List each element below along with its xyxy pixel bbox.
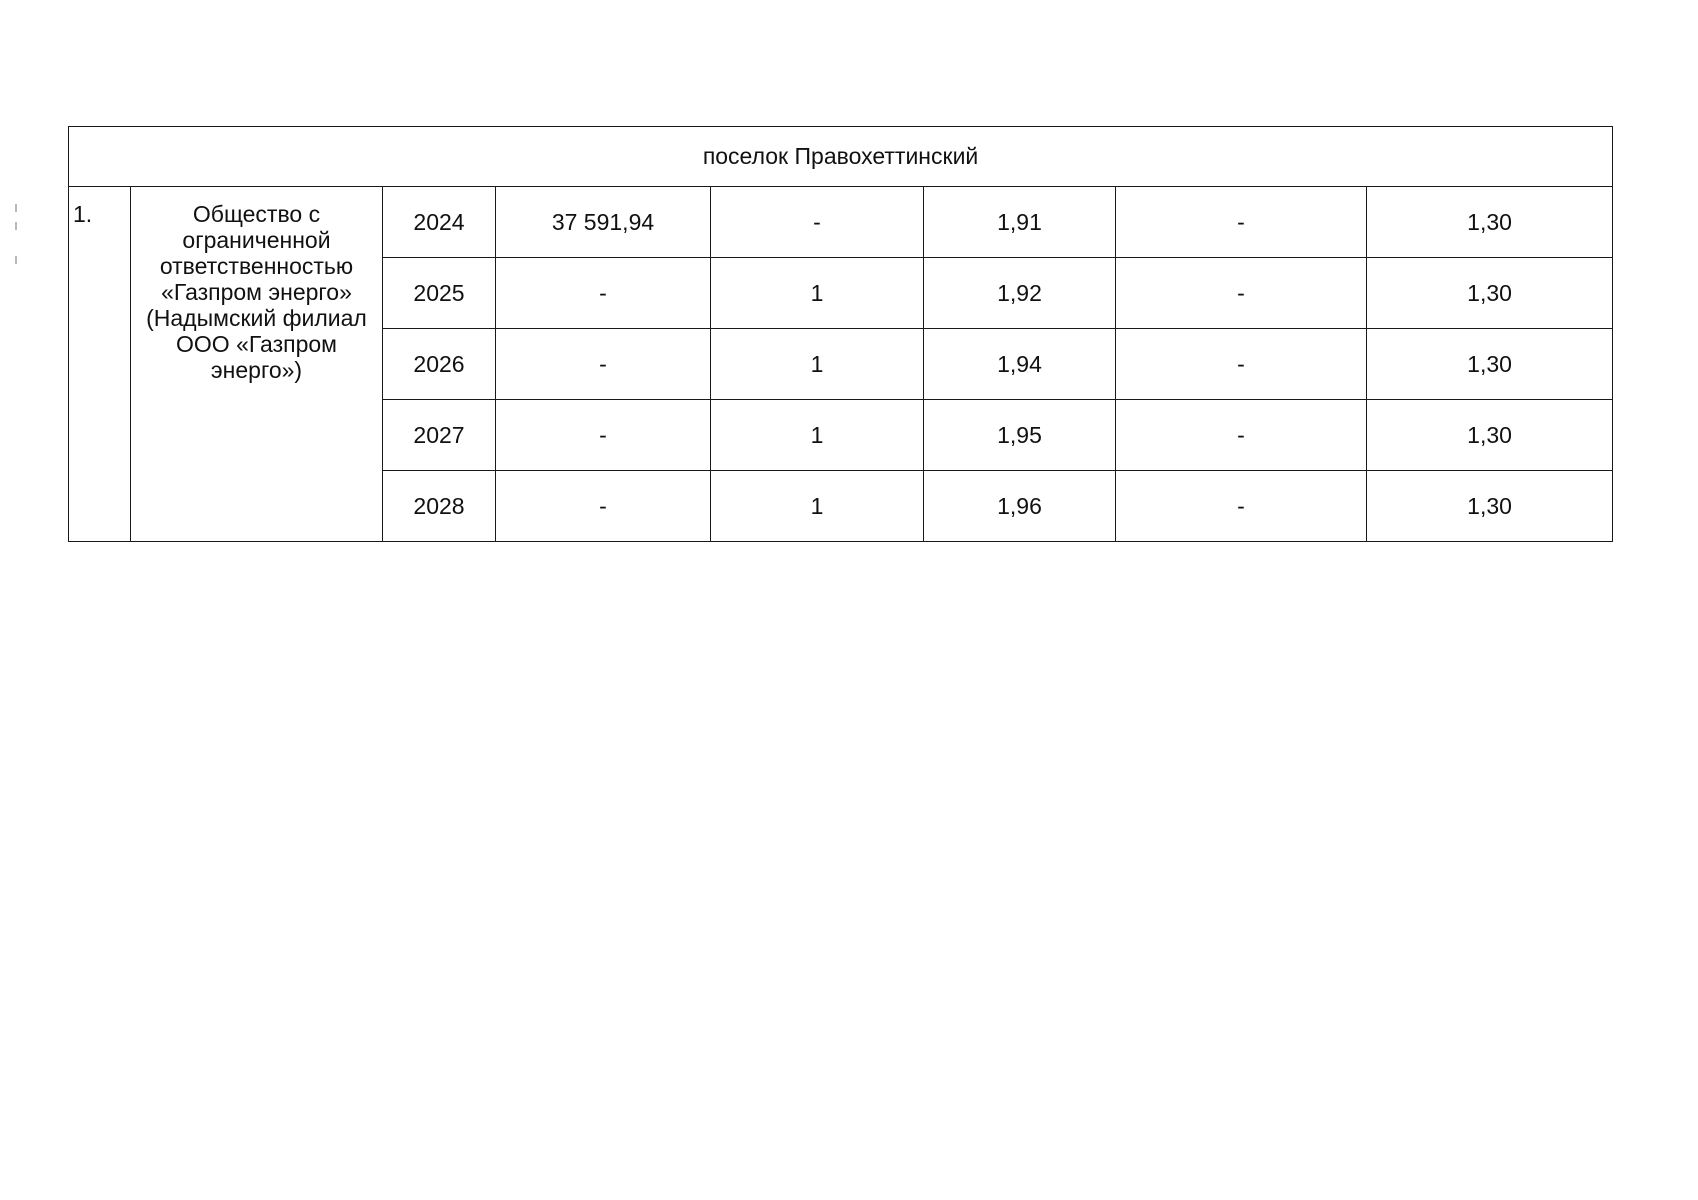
scan-edge-mark — [15, 204, 17, 212]
value-cell: 1,92 — [924, 258, 1116, 329]
value-cell: 1,30 — [1367, 329, 1613, 400]
value-cell: - — [1116, 187, 1367, 258]
value-cell: 1 — [711, 258, 924, 329]
value-cell: - — [1116, 400, 1367, 471]
value-cell: 1,96 — [924, 471, 1116, 542]
value-cell: - — [496, 400, 711, 471]
organization-name-line: Общество с — [192, 201, 321, 227]
table-row — [69, 187, 1613, 258]
organization-name-line: «Газпром энерго» — [161, 279, 352, 305]
value-cell: 1 — [711, 471, 924, 542]
organization-name-line: ООО «Газпром — [176, 331, 337, 357]
value-cell: 1 — [711, 400, 924, 471]
year-cell: 2028 — [383, 471, 496, 542]
value-cell: - — [496, 258, 711, 329]
value-cell: 1,95 — [924, 400, 1116, 471]
organization-name-line: энерго») — [210, 357, 303, 383]
year-cell: 2027 — [383, 400, 496, 471]
scan-edge-mark — [15, 222, 17, 230]
value-cell: - — [496, 471, 711, 542]
year-cell: 2024 — [383, 187, 496, 258]
value-cell: 1,94 — [924, 329, 1116, 400]
tariff-table — [68, 126, 1613, 542]
value-cell: 1,30 — [1367, 471, 1613, 542]
value-cell: 37 591,94 — [496, 187, 711, 258]
value-cell: - — [1116, 471, 1367, 542]
organization-name — [131, 187, 383, 542]
value-cell: 1,30 — [1367, 258, 1613, 329]
value-cell: - — [711, 187, 924, 258]
year-cell: 2026 — [383, 329, 496, 400]
value-cell: - — [496, 329, 711, 400]
section-title: поселок Правохеттинский — [69, 127, 1613, 187]
value-cell: 1 — [711, 329, 924, 400]
year-cell: 2025 — [383, 258, 496, 329]
value-cell: 1,30 — [1367, 187, 1613, 258]
organization-name-line: (Надымский филиал — [146, 305, 367, 331]
section-header-row — [69, 127, 1613, 187]
value-cell: 1,30 — [1367, 400, 1613, 471]
organization-name-line: ограниченной — [182, 227, 331, 253]
value-cell: - — [1116, 329, 1367, 400]
organization-name-line: ответственностью — [159, 253, 354, 279]
entry-number: 1. — [69, 187, 131, 542]
value-cell: 1,91 — [924, 187, 1116, 258]
value-cell: - — [1116, 258, 1367, 329]
scan-edge-mark — [15, 256, 17, 264]
